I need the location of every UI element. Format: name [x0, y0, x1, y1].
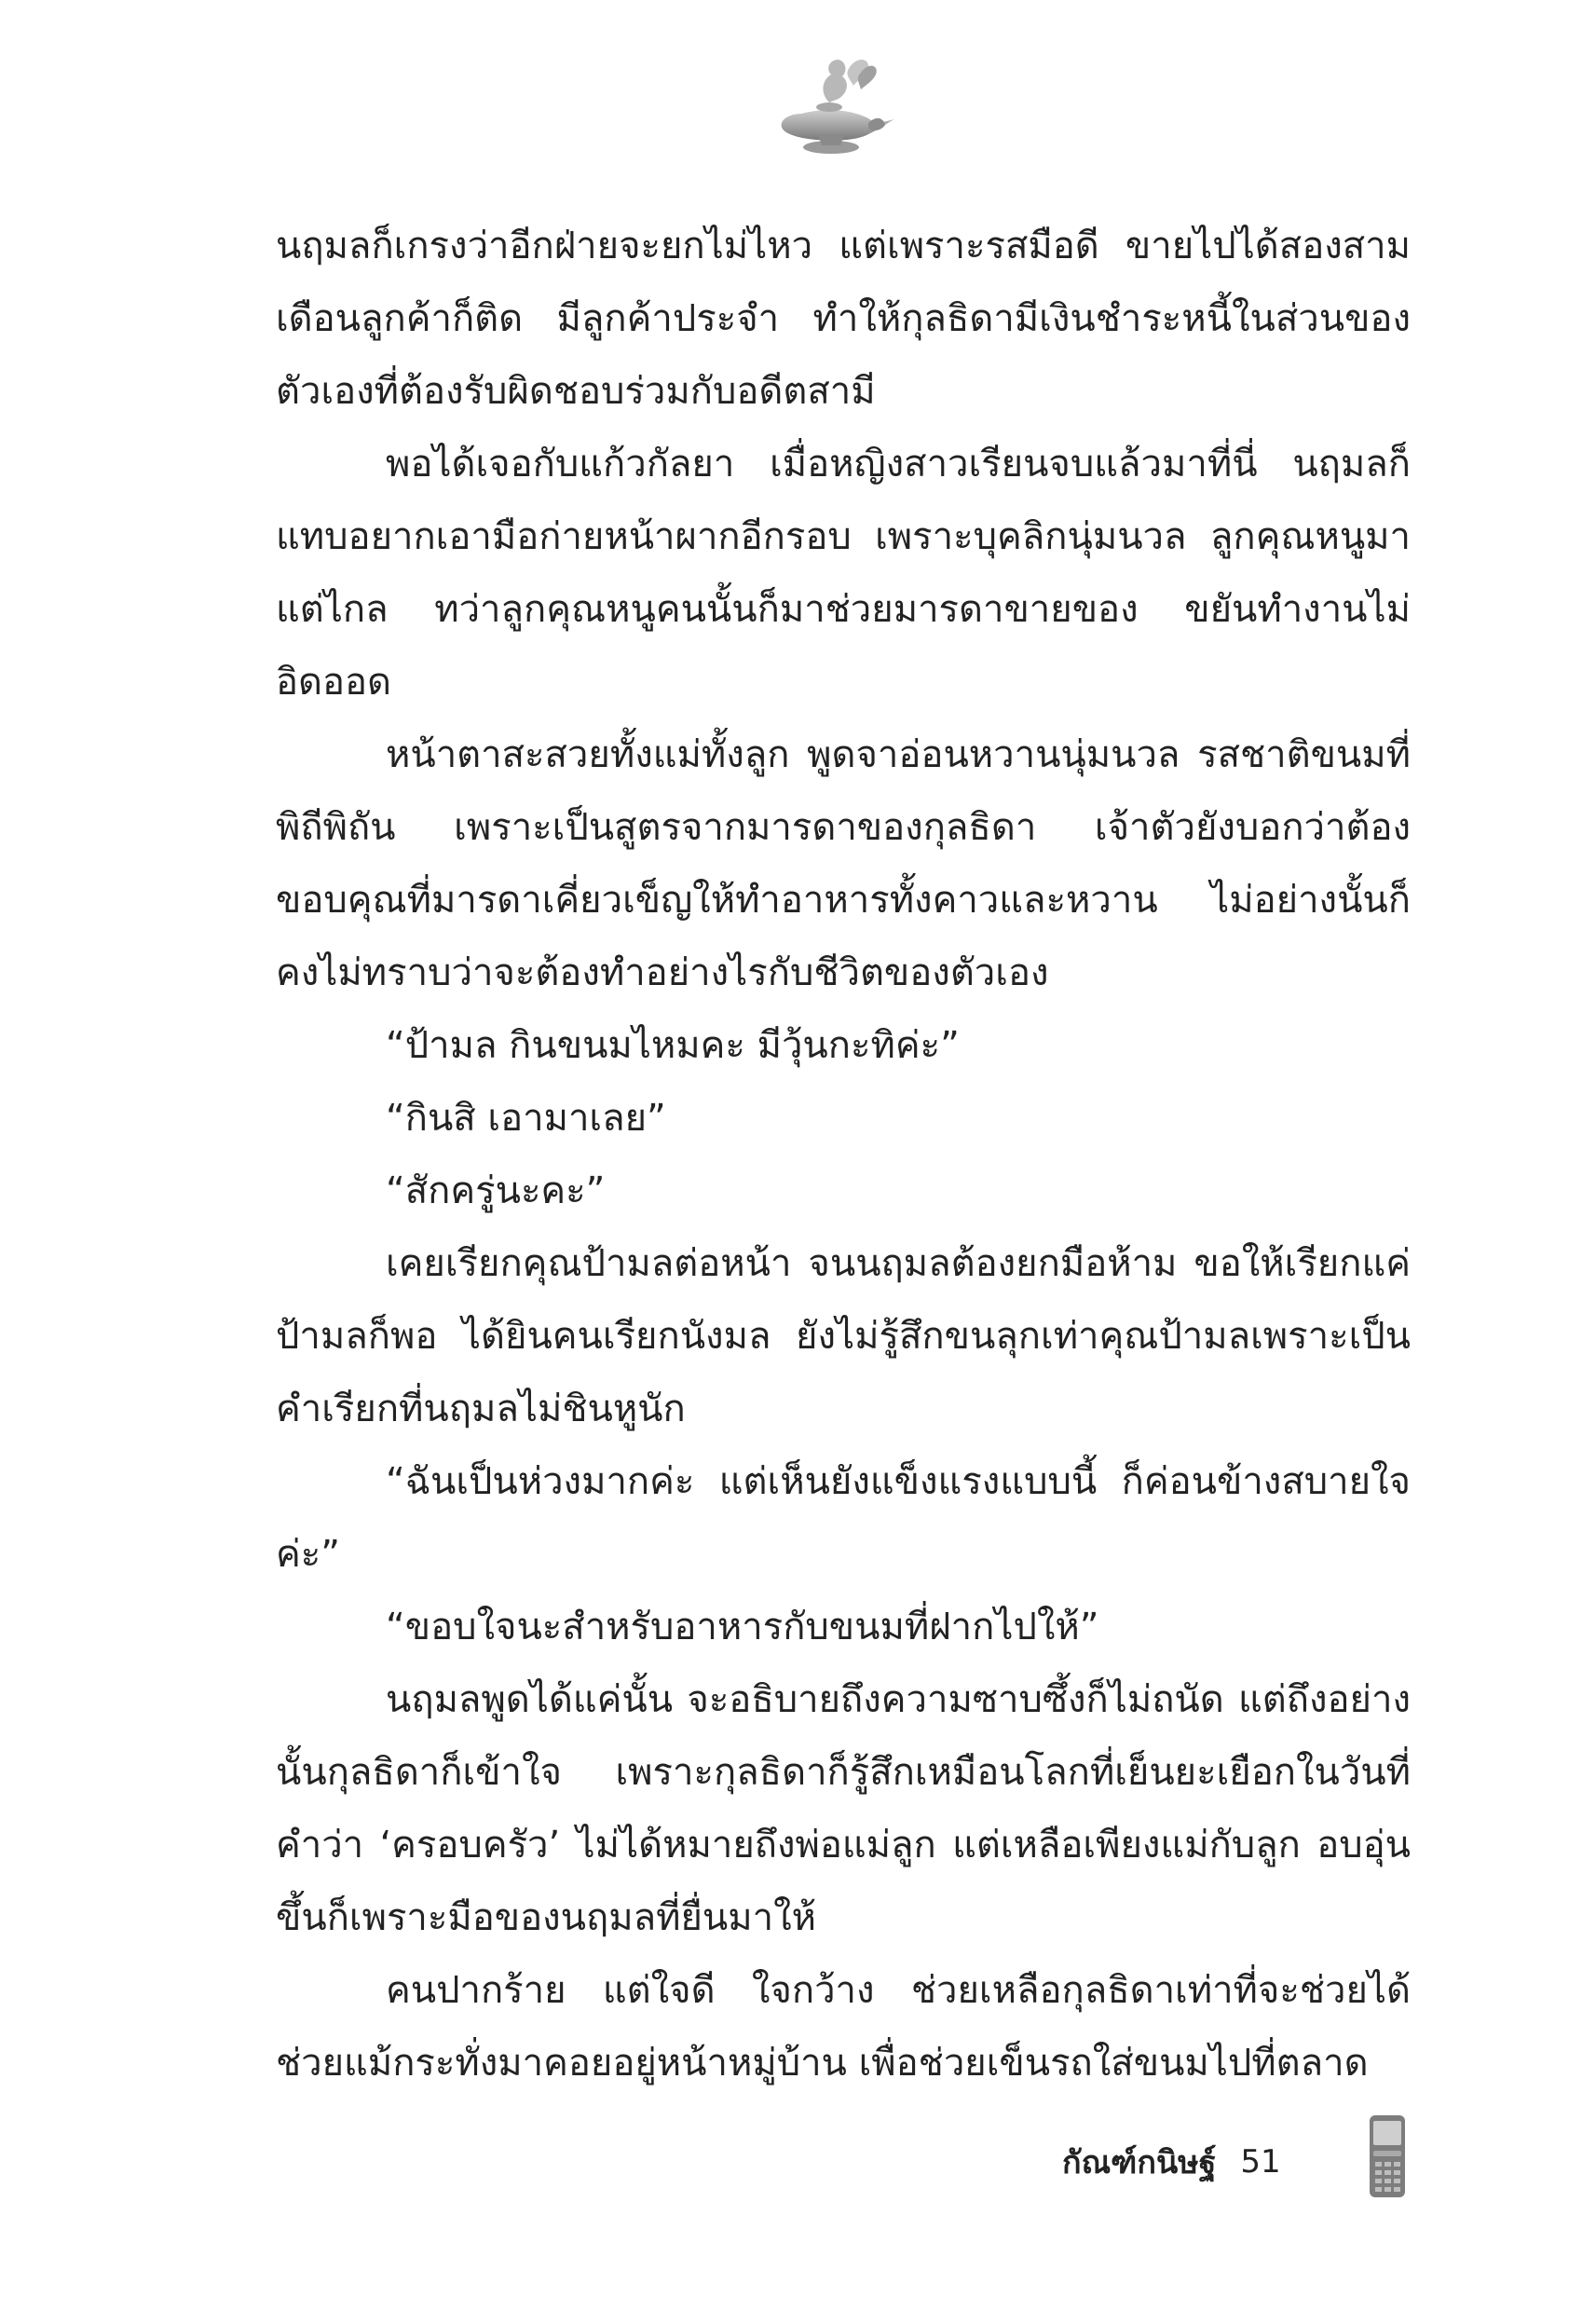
paragraph-5: นฤมลพูดได้แค่นั้น จะอธิบายถึงความซาบซึ้งก็ไม่ถนัด แต่ถึงอย่างนั้นกุลธิดาก็เข้าใจ เพราะกุลธิดาก็รู้สึกเหมือนโลกที่เย็นยะเยือกในวันที่คำว่า ‘ครอบครัว’ ไม่ได้หมายถึงพ่อแม่ลูก แต่เหลือเพียงแม่กับลูก อบอุ่นขึ้นก็เพราะมือของนฤมลที่ยื่นมาให้	[276, 1678, 1411, 1939]
page-ornament	[764, 48, 904, 170]
dialog-line-2: “กินสิ เอามาเลย”	[386, 1097, 666, 1140]
phone-icon	[1368, 2113, 1407, 2199]
book-title: กัณฑ์กนิษฐ์	[1062, 2144, 1217, 2181]
paragraph-4: เคยเรียกคุณป้ามลต่อหน้า จนนฤมลต้องยกมือห้าม ขอให้เรียกแค่ป้ามลก็พอ ได้ยินคนเรียกนังมล ยังไม่รู้สึกขนลุกเท่าคุณป้ามลเพราะเป็นคำเรียกที่นฤมลไม่ชินหูนัก	[276, 1242, 1411, 1430]
dialog-line-3: “สักครู่นะคะ”	[386, 1169, 606, 1212]
genie-lamp-icon	[764, 48, 904, 170]
paragraph-6: คนปากร้าย แต่ใจดี ใจกว้าง ช่วยเหลือกุลธิดาเท่าที่จะช่วยได้ ช่วยแม้กระทั่งมาคอยอยู่หน้าหมู่บ้าน เพื่อช่วยเข็นรถใส่ขนมไปที่ตลาด	[276, 1969, 1411, 2085]
body-text	[276, 210, 1411, 2099]
dialog-line-4: “ฉันเป็นห่วงมากค่ะ แต่เห็นยังแข็งแรงแบบนี้ ก็ค่อนข้างสบายใจค่ะ”	[276, 1460, 1411, 1576]
dialog-line-5: “ขอบใจนะสำหรับอาหารกับขนมที่ฝากไปให้”	[386, 1606, 1099, 1648]
paragraph-3: หน้าตาสะสวยทั้งแม่ทั้งลูก พูดจาอ่อนหวานนุ่มนวล รสชาติขนมที่พิถีพิถัน เพราะเป็นสูตรจากมารดาของกุลธิดา เจ้าตัวยังบอกว่าต้องขอบคุณที่มารดาเคี่ยวเข็ญให้ทำอาหารทั้งคาวและหวาน ไม่อย่างนั้นก็คงไม่ทราบว่าจะต้องทำอย่างไรกับชีวิตของตัวเอง	[276, 733, 1411, 994]
page-number: 51	[1240, 2143, 1281, 2181]
paragraph-2: พอได้เจอกับแก้วกัลยา เมื่อหญิงสาวเรียนจบแล้วมาที่นี่ นฤมลก็แทบอยากเอามือก่ายหน้าผากอีกรอบ เพราะบุคลิกนุ่มนวล ลูกคุณหนูมาแต่ไกล ทว่าลูกคุณหนูคนนั้นก็มาช่วยมารดาขายของ ขยันทำงานไม่อิดออด	[276, 443, 1411, 704]
page-footer	[1062, 2134, 1281, 2190]
paragraph-1: นฤมลก็เกรงว่าอีกฝ่ายจะยกไม่ไหว แต่เพราะรสมือดี ขายไปได้สองสามเดือนลูกค้าก็ติด มีลูกค้าประจำ ทำให้กุลธิดามีเงินชำระหนี้ในส่วนของตัวเองที่ต้องรับผิดชอบร่วมกับอดีตสามี	[276, 225, 1411, 413]
dialog-line-1: “ป้ามล กินขนมไหมคะ มีวุ้นกะทิค่ะ”	[386, 1024, 960, 1067]
